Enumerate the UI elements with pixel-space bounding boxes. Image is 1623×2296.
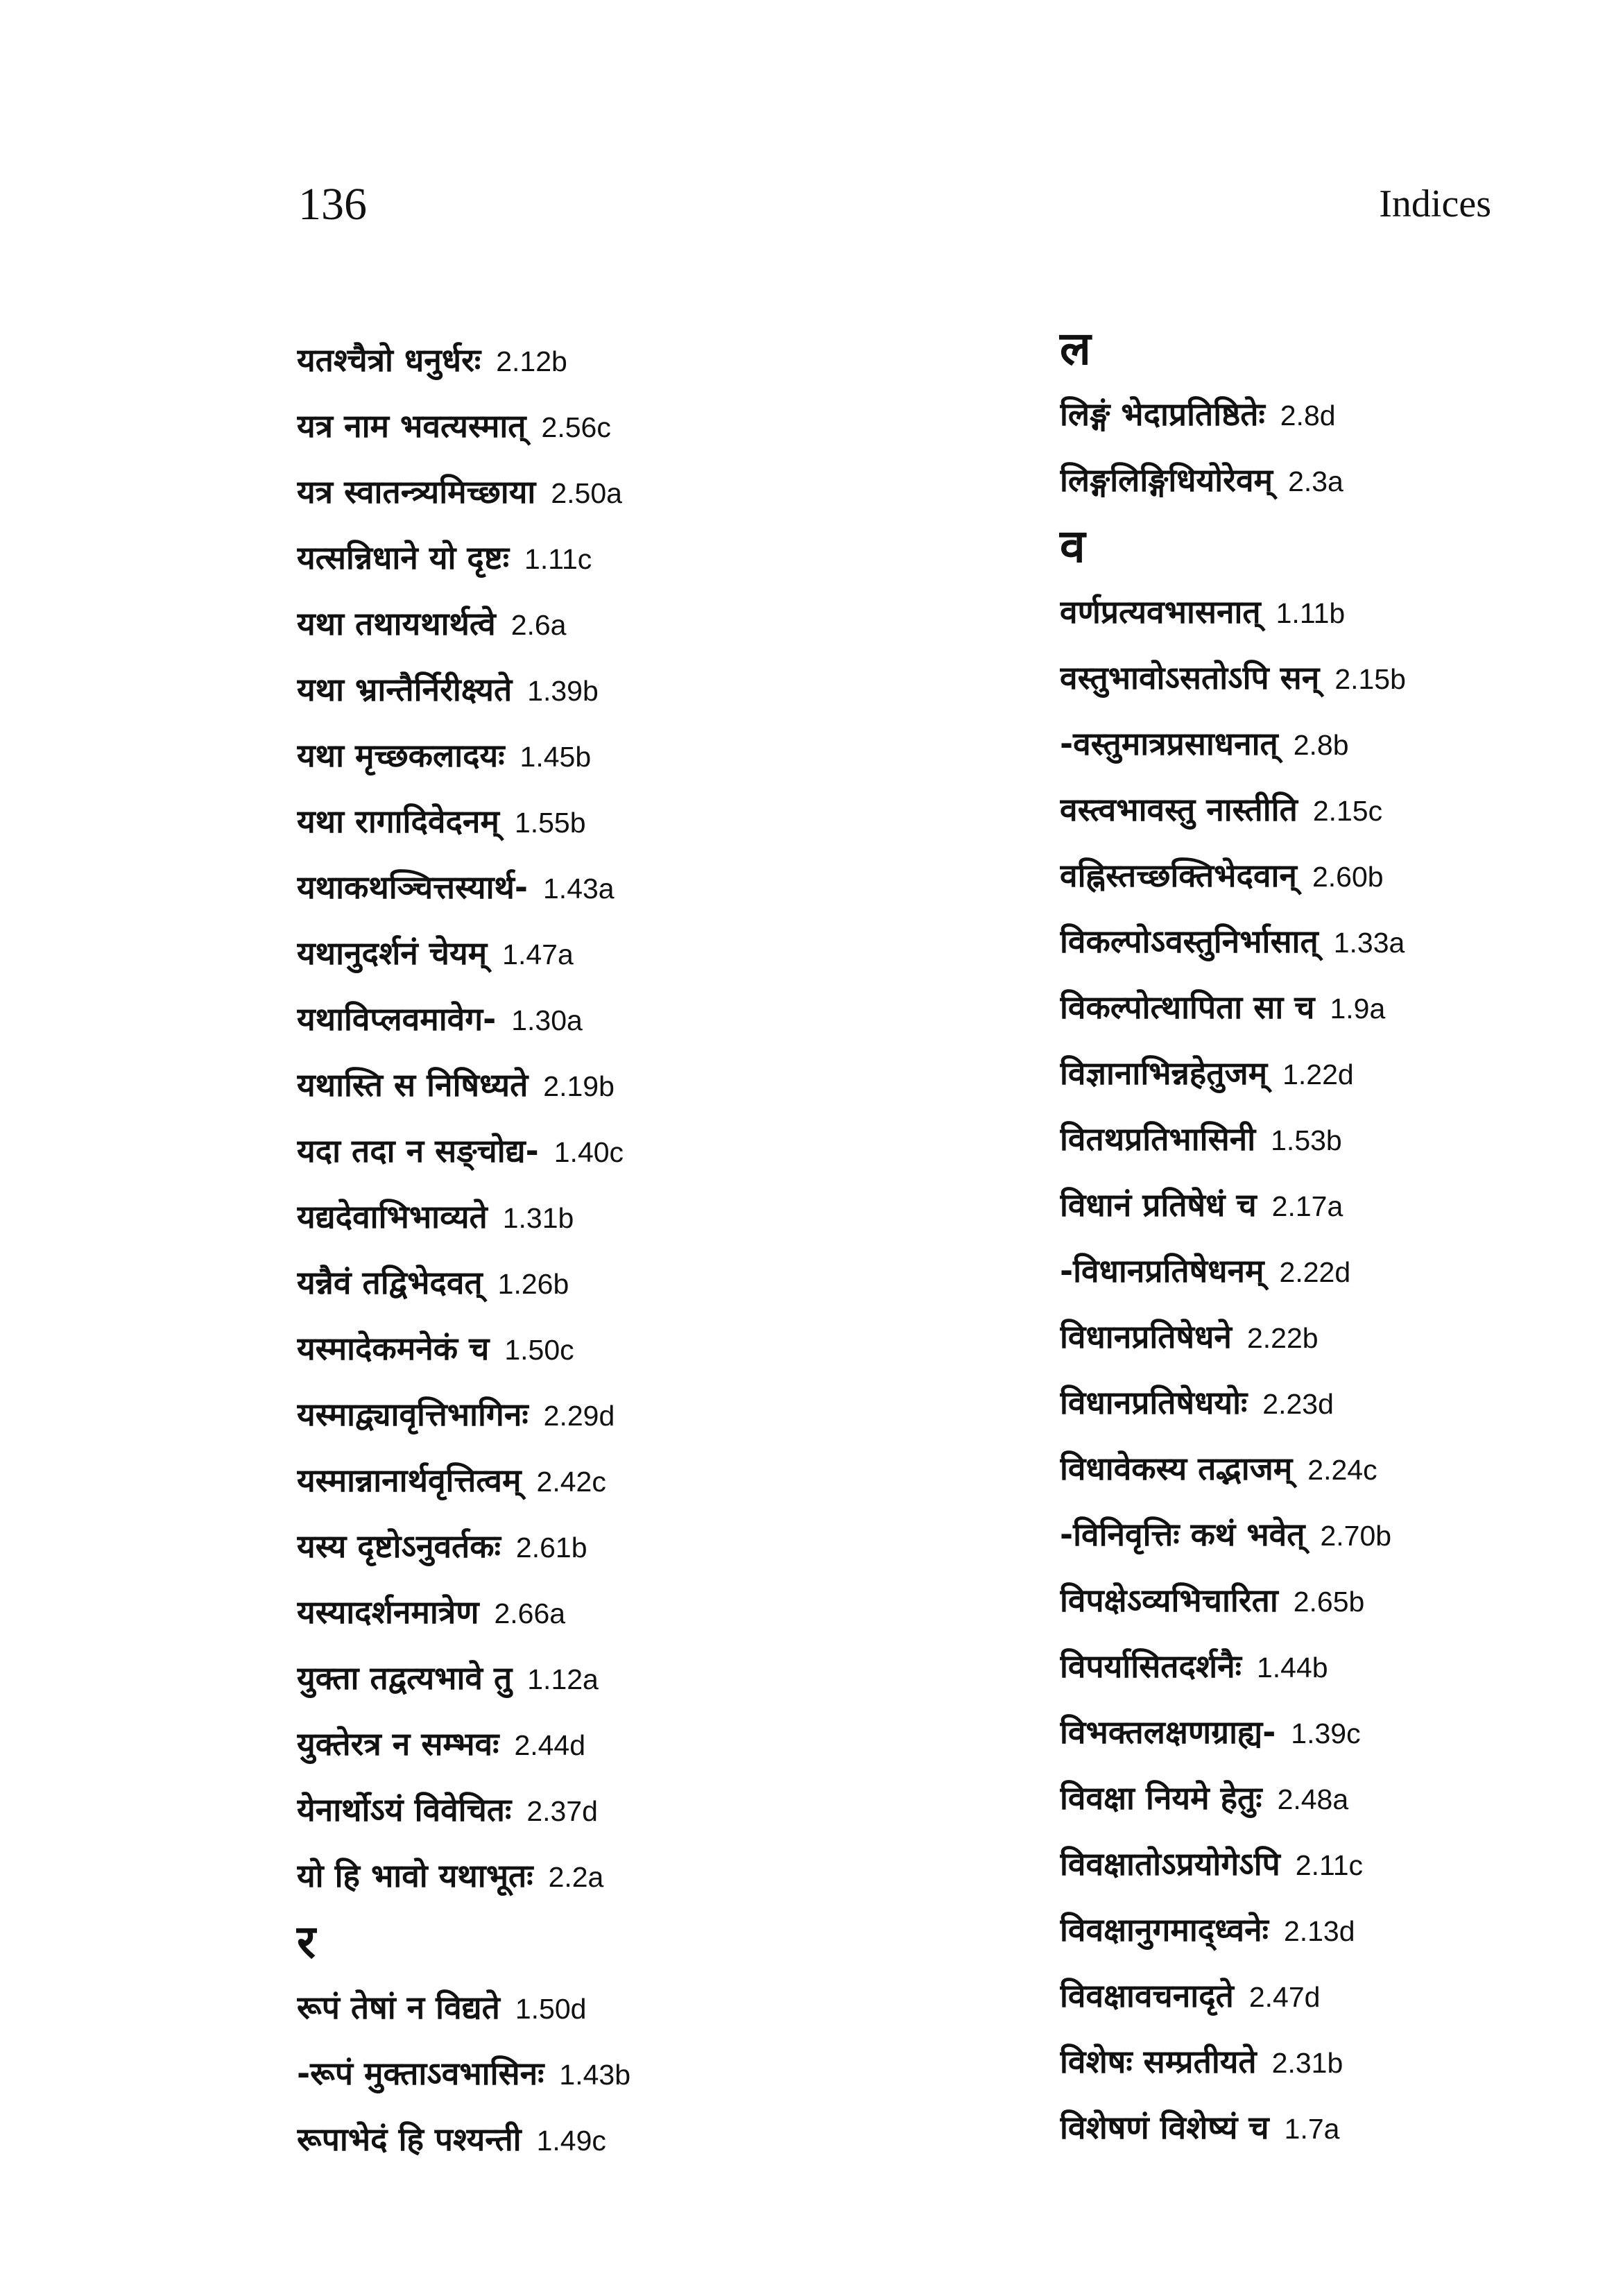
index-entry — [1060, 579, 1559, 645]
verse-reference: 1.44b — [1256, 1652, 1328, 1684]
verse-reference: 1.39b — [527, 675, 599, 707]
verse-reference: 1.33a — [1333, 927, 1405, 959]
index-entry — [1060, 975, 1559, 1040]
left-index-column — [297, 327, 921, 2173]
verse-reference: 1.39c — [1291, 1717, 1361, 1749]
verse-text: विवक्षावचनादृते — [1060, 1977, 1234, 2014]
verse-text: यथा मृच्छकलादयः — [297, 737, 505, 774]
verse-reference: 2.24c — [1307, 1454, 1377, 1486]
verse-reference: 2.15b — [1334, 663, 1406, 695]
index-entry — [1060, 1436, 1559, 1502]
index-entry — [297, 393, 921, 459]
verse-reference: 1.11c — [524, 543, 592, 575]
index-entry — [297, 1316, 921, 1382]
index-entry — [297, 1514, 921, 1579]
verse-reference: 1.40c — [553, 1136, 624, 1168]
verse-reference: 2.13d — [1283, 1915, 1355, 1947]
verse-text: लिङ्गलिङ्गिधियोरेवम् — [1060, 461, 1273, 499]
verse-reference: 1.49c — [536, 2125, 606, 2157]
verse-text: विवक्षा नियमे हेतुः — [1060, 1779, 1262, 1817]
verse-text: विधावेकस्य तद्भाजम् — [1060, 1450, 1293, 1487]
verse-reference: 1.31b — [502, 1202, 574, 1234]
verse-text: यतश्चैत्रो धनुर्धरः — [297, 341, 481, 379]
verse-reference: 1.22d — [1282, 1059, 1354, 1090]
index-entry — [1060, 1699, 1559, 1765]
verse-text: -रूपं मुक्ताऽवभासिनः — [297, 2055, 544, 2092]
verse-text: यदा तदा न सङ्चोद्य- — [297, 1132, 539, 1170]
verse-text: विधानप्रतिषेधयोः — [1060, 1384, 1248, 1421]
index-entry — [1060, 1963, 1559, 2029]
verse-reference: 2.22d — [1279, 1256, 1351, 1288]
verse-text: -विधानप्रतिषेधनम् — [1060, 1252, 1264, 1290]
verse-text: यस्मादेकमनेकं च — [297, 1330, 490, 1367]
index-entry — [1060, 909, 1559, 975]
index-entry — [297, 459, 921, 525]
index-entry — [297, 657, 921, 723]
index-entry — [297, 723, 921, 789]
verse-reference: 2.44d — [514, 1729, 586, 1761]
verse-text: यद्यदेवाभिभाव्यते — [297, 1198, 488, 1235]
verse-text: यस्यादर्शनमात्रेण — [297, 1593, 479, 1631]
verse-reference: 2.2a — [548, 1861, 604, 1893]
verse-reference: 1.7a — [1284, 2113, 1340, 2145]
verse-reference: 2.8b — [1293, 729, 1349, 761]
verse-reference: 2.48a — [1277, 1783, 1349, 1815]
verse-reference: 1.50c — [504, 1334, 574, 1366]
verse-text: विधानप्रतिषेधने — [1060, 1318, 1232, 1355]
verse-reference: 1.53b — [1271, 1124, 1342, 1156]
index-entry — [1060, 1106, 1559, 1172]
index-entry — [297, 1579, 921, 1645]
verse-reference: 1.43a — [543, 873, 615, 905]
index-entry — [297, 1975, 921, 2041]
verse-reference: 2.66a — [494, 1597, 566, 1629]
verse-reference: 1.30a — [511, 1004, 583, 1036]
verse-reference: 1.11b — [1276, 597, 1346, 629]
verse-reference: 2.70b — [1320, 1520, 1392, 1552]
verse-reference: 2.11c — [1295, 1849, 1364, 1881]
verse-reference: 2.29d — [543, 1400, 615, 1432]
verse-text: -वस्तुमात्रप्रसाधनात् — [1060, 725, 1278, 762]
verse-text: विज्ञानाभिन्नहेतुजम् — [1060, 1054, 1268, 1092]
index-entry — [1060, 1634, 1559, 1699]
verse-reference: 2.15c — [1312, 795, 1383, 827]
index-entry — [1060, 1897, 1559, 1963]
verse-reference: 2.8d — [1280, 400, 1336, 431]
verse-reference: 2.65b — [1293, 1586, 1365, 1618]
verse-text: यस्मान्नानार्थवृत्तित्वम् — [297, 1462, 522, 1499]
verse-reference: 2.56c — [541, 411, 611, 443]
index-entry — [1060, 1304, 1559, 1370]
verse-text: यथाविप्लवमावेग- — [297, 1000, 497, 1038]
verse-text: वितथप्रतिभासिनी — [1060, 1120, 1256, 1158]
index-entry — [1060, 2095, 1559, 2161]
index-entry — [297, 855, 921, 920]
verse-text: येनार्थोऽयं विवेचितः — [297, 1791, 512, 1828]
verse-text: यथानुदर्शनं चेयम् — [297, 934, 488, 972]
index-entry — [297, 2041, 921, 2107]
index-entry — [297, 789, 921, 855]
verse-text: विवक्षानुगमाद्ध्वनेः — [1060, 1911, 1269, 1948]
verse-text: विकल्पोत्थापिता सा च — [1060, 988, 1315, 1026]
verse-reference: 2.60b — [1312, 861, 1384, 893]
index-entry — [1060, 382, 1559, 447]
index-entry — [1060, 1040, 1559, 1106]
index-entry — [1060, 711, 1559, 777]
verse-reference: 2.37d — [526, 1795, 598, 1827]
index-entry — [297, 1448, 921, 1514]
index-entry — [1060, 1568, 1559, 1634]
index-entry — [297, 1777, 921, 1843]
index-entry — [1060, 777, 1559, 843]
index-entry — [297, 1118, 921, 1184]
index-entry — [297, 591, 921, 657]
index-entry — [1060, 645, 1559, 711]
index-entry — [297, 1184, 921, 1250]
verse-reference: 2.61b — [515, 1532, 587, 1563]
verse-reference: 2.47d — [1248, 1981, 1321, 2013]
verse-text: विवक्षातोऽप्रयोगेऽपि — [1060, 1845, 1280, 1883]
index-entry — [1060, 1238, 1559, 1304]
verse-text: विशेषः सम्प्रतीयते — [1060, 2043, 1257, 2080]
index-entry — [297, 1382, 921, 1448]
verse-text: वस्त्वभावस्तु नास्तीति — [1060, 791, 1298, 828]
verse-reference: 2.19b — [543, 1070, 615, 1102]
verse-text: लिङ्गं भेदाप्रतिष्ठितेः — [1060, 395, 1265, 433]
index-entry — [1060, 1172, 1559, 1238]
verse-reference: 1.12a — [527, 1663, 599, 1695]
index-entry — [297, 525, 921, 591]
verse-text: वर्णप्रत्यवभासनात् — [1060, 593, 1261, 631]
index-entry — [297, 986, 921, 1052]
verse-text: रूपं तेषां न विद्यते — [297, 1989, 500, 2026]
verse-text: विकल्पोऽवस्तुनिर्भासात् — [1060, 923, 1319, 960]
verse-text: यथा भ्रान्तैर्निरीक्ष्यते — [297, 671, 513, 708]
letter-heading: र — [297, 1915, 316, 1969]
verse-reference: 1.43b — [559, 2059, 631, 2091]
index-entry — [297, 1052, 921, 1118]
letter-heading: व — [1060, 520, 1085, 573]
verse-text: विभक्तलक्षणग्राह्य- — [1060, 1713, 1276, 1751]
index-entry — [1060, 1502, 1559, 1568]
verse-text: विधानं प्रतिषेधं च — [1060, 1186, 1257, 1224]
index-entry — [1060, 1765, 1559, 1831]
verse-reference: 2.3a — [1288, 465, 1343, 497]
verse-reference: 1.9a — [1330, 993, 1386, 1025]
verse-reference: 1.47a — [502, 939, 574, 970]
verse-reference: 2.31b — [1271, 2047, 1343, 2079]
verse-reference: 1.45b — [519, 741, 592, 773]
verse-reference: 2.22b — [1246, 1322, 1319, 1354]
index-entry — [297, 327, 921, 393]
verse-text: विपर्यासितदर्शनैः — [1060, 1647, 1242, 1685]
verse-reference: 2.50a — [551, 477, 622, 509]
verse-text: युक्ता तद्वत्यभावे तु — [297, 1659, 513, 1697]
verse-text: यन्नैवं तद्विभेदवत् — [297, 1264, 483, 1301]
index-entry — [1060, 843, 1559, 909]
verse-reference: 2.17a — [1271, 1190, 1343, 1222]
verse-text: यस्य दृष्टोऽनुवर्तकः — [297, 1527, 501, 1565]
index-entry — [297, 2107, 921, 2173]
verse-text: यत्सन्निधाने यो दृष्टः — [297, 539, 510, 576]
index-entry — [1060, 2029, 1559, 2095]
index-entry — [1060, 447, 1559, 513]
verse-text: यथाकथञ्चित्तस्यार्थ- — [297, 868, 528, 906]
verse-text: यथा तथायथार्थत्वे — [297, 605, 496, 642]
letter-heading: ल — [1060, 322, 1091, 375]
verse-reference: 1.55b — [514, 807, 586, 839]
verse-reference: 2.6a — [510, 609, 567, 641]
verse-text: युक्तेरत्र न सम्भवः — [297, 1725, 499, 1763]
verse-reference: 2.12b — [496, 345, 567, 377]
verse-reference: 2.42c — [536, 1466, 606, 1498]
index-entry — [1060, 1370, 1559, 1436]
verse-text: विशेषणं विशेष्यं च — [1060, 2109, 1269, 2146]
right-index-column — [1060, 316, 1559, 2161]
verse-text: वस्तुभावोऽसतोऽपि सन् — [1060, 659, 1320, 696]
index-entry — [297, 1645, 921, 1711]
page-number: 136 — [298, 179, 367, 230]
verse-reference: 2.23d — [1262, 1388, 1334, 1420]
index-entry — [1060, 1831, 1559, 1897]
verse-text: वह्निस्तच्छक्तिभेदवान् — [1060, 857, 1297, 894]
index-entry — [297, 1250, 921, 1316]
index-entry — [297, 920, 921, 986]
verse-text: यो हि भावो यथाभूतः — [297, 1857, 533, 1894]
running-head: Indices — [1379, 182, 1491, 225]
verse-text: यत्र स्वातन्त्र्यमिच्छाया — [297, 473, 536, 511]
verse-text: यथास्ति स निषिध्यते — [297, 1066, 529, 1104]
verse-text: यस्माद्व्यावृत्तिभागिनः — [297, 1396, 529, 1433]
verse-text: यत्र नाम भवत्यस्मात् — [297, 407, 526, 445]
verse-text: विपक्षेऽव्यभिचारिता — [1060, 1582, 1278, 1619]
index-entry — [297, 1711, 921, 1777]
verse-reference: 1.26b — [497, 1268, 569, 1300]
verse-text: -विनिवृत्तिः कथं भवेत् — [1060, 1516, 1305, 1553]
verse-text: यथा रागादिवेदनम् — [297, 803, 499, 840]
verse-text: रूपाभेदं हि पश्यन्ती — [297, 2121, 522, 2158]
verse-reference: 1.50d — [515, 1993, 587, 2025]
index-entry — [297, 1843, 921, 1909]
